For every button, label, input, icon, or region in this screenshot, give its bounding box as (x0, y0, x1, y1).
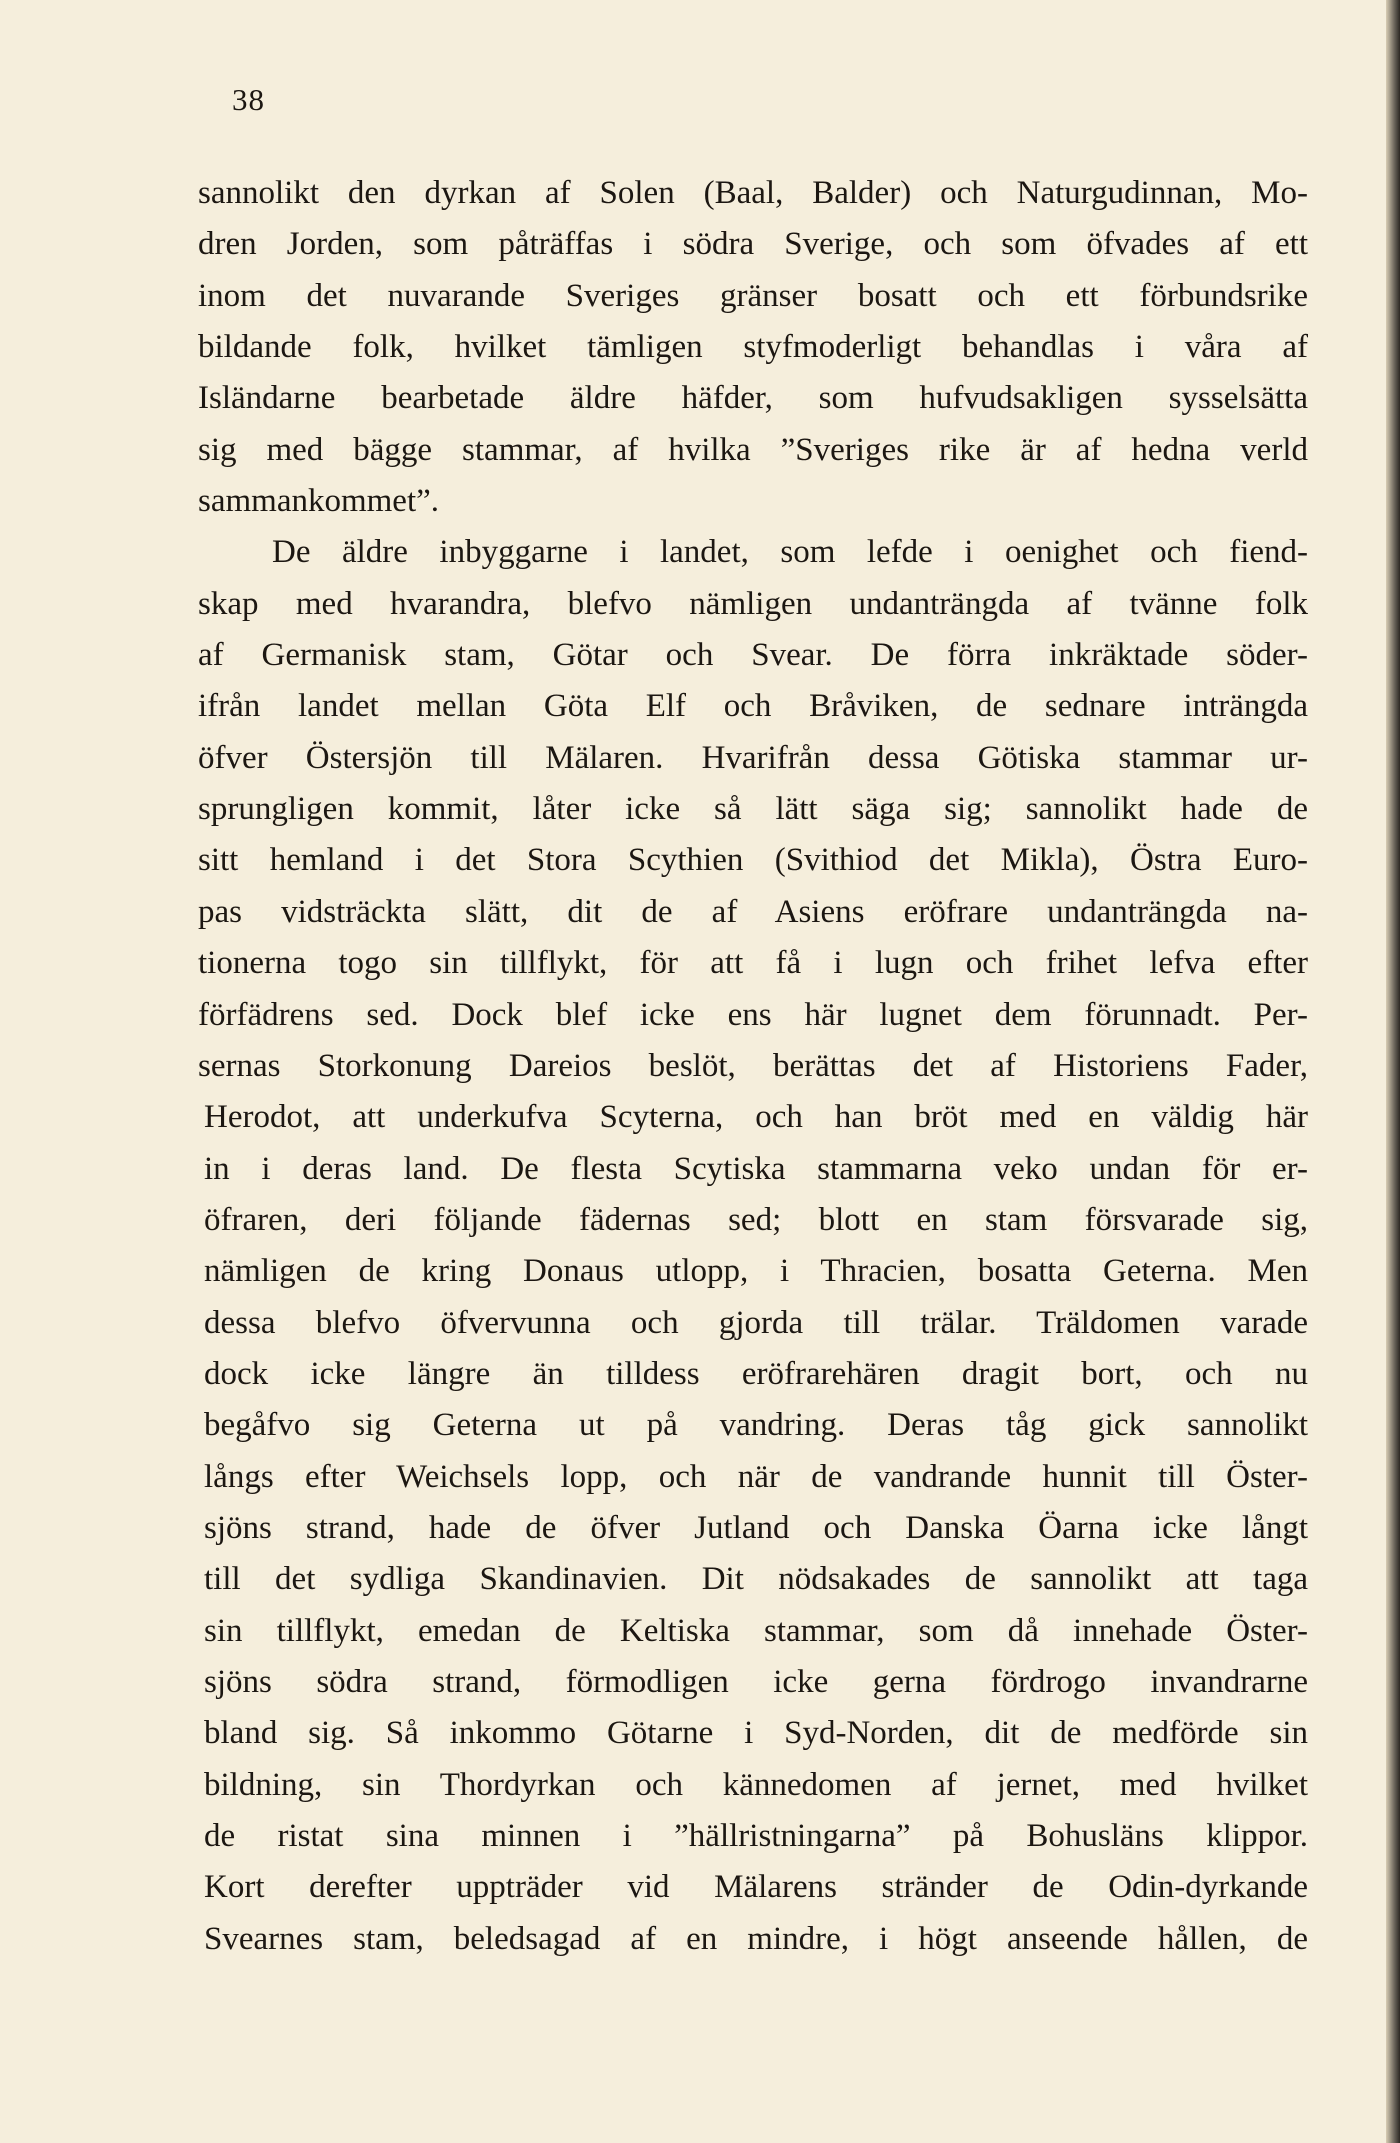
text-line: Svearnes stam, beledsagad af en mindre, i högt anseende hållen, de (204, 1920, 1308, 1957)
text-line: pas vidsträckta slätt, dit de af Asiens eröfrare undanträngda na- (198, 893, 1308, 930)
text-line: sjöns strand, hade de öfver Jutland och Danska Öarna icke långt (204, 1509, 1308, 1546)
page-number: 38 (232, 82, 265, 117)
text-line: sig med bägge stammar, af hvilka ”Sveriges rike är af hedna verld (198, 431, 1308, 468)
text-line: sprungligen kommit, låter icke så lätt säga sig; sannolikt hade de (198, 791, 1308, 828)
text-line: öfraren, deri följande fädernas sed; blott en stam försvarade sig, (204, 1201, 1308, 1238)
text-line: de ristat sina minnen i ”hällristningarna” på Bohusläns klippor. (204, 1818, 1308, 1854)
text-line: ifrån landet mellan Göta Elf och Bråviken, de sednare inträngda (198, 688, 1308, 725)
text-line: in i deras land. De flesta Scytiska stammarna veko undan för er- (204, 1150, 1308, 1187)
text-line: af Germanisk stam, Götar och Svear. De förra inkräktade söder- (198, 637, 1308, 674)
text-line: sin tillflykt, emedan de Keltiska stammar, som då innehade Öster- (204, 1612, 1308, 1649)
text-line: sernas Storkonung Dareios beslöt, berättas det af Historiens Fader, (198, 1047, 1308, 1084)
text-line: bildande folk, hvilket tämligen styfmoderligt behandlas i våra af (198, 329, 1308, 366)
text-line: dessa blefvo öfvervunna och gjorda till trälar. Träldomen varade (204, 1304, 1308, 1341)
text-line: bland sig. Så inkommo Götarne i Syd-Norden, dit de medförde sin (204, 1715, 1308, 1752)
text-line: dren Jorden, som påträffas i södra Sverige, och som öfvades af ett (198, 226, 1308, 263)
text-line: sitt hemland i det Stora Scythien (Svithiod det Mikla), Östra Euro- (198, 842, 1308, 879)
text-line: Isländarne bearbetade äldre häfder, som hufvudsakligen sysselsätta (198, 380, 1308, 417)
text-line: sammankommet”. (198, 483, 440, 520)
text-line: öfver Östersjön till Mälaren. Hvarifrån dessa Götiska stammar ur- (198, 739, 1308, 776)
page-edge (1386, 0, 1400, 2143)
text-line: begåfvo sig Geterna ut på vandring. Deras tåg gick sannolikt (204, 1407, 1308, 1444)
text-line: nämligen de kring Donaus utlopp, i Thracien, bosatta Geterna. Men (204, 1253, 1308, 1290)
text-line: De äldre inbyggarne i landet, som lefde i oenighet och fiend- (272, 534, 1308, 571)
text-line: tionerna togo sin tillflykt, för att få i lugn och frihet lefva efter (198, 945, 1308, 982)
text-line: sjöns södra strand, förmodligen icke gerna fördrogo invandrarne (204, 1663, 1308, 1700)
text-line: förfädrens sed. Dock blef icke ens här lugnet dem förunnadt. Per- (198, 996, 1308, 1033)
text-line: dock icke längre än tilldess eröfrarehären dragit bort, och nu (204, 1355, 1308, 1392)
text-line: Herodot, att underkufva Scyterna, och han bröt med en väldig här (204, 1099, 1308, 1136)
text-line: bildning, sin Thordyrkan och kännedomen af jernet, med hvilket (204, 1766, 1308, 1803)
text-line: långs efter Weichsels lopp, och när de vandrande hunnit till Öster- (204, 1458, 1308, 1495)
text-line: till det sydliga Skandinavien. Dit nödsakades de sannolikt att taga (204, 1561, 1308, 1598)
text-line: inom det nuvarande Sveriges gränser bosatt och ett förbundsrike (198, 277, 1308, 314)
text-line: skap med hvarandra, blefvo nämligen undanträngda af tvänne folk (198, 585, 1308, 622)
text-line: sannolikt den dyrkan af Solen (Baal, Balder) och Naturgudinnan, Mo- (198, 175, 1308, 211)
text-line: Kort derefter uppträder vid Mälarens stränder de Odin-dyrkande (204, 1869, 1308, 1906)
body-text (198, 168, 1308, 1965)
